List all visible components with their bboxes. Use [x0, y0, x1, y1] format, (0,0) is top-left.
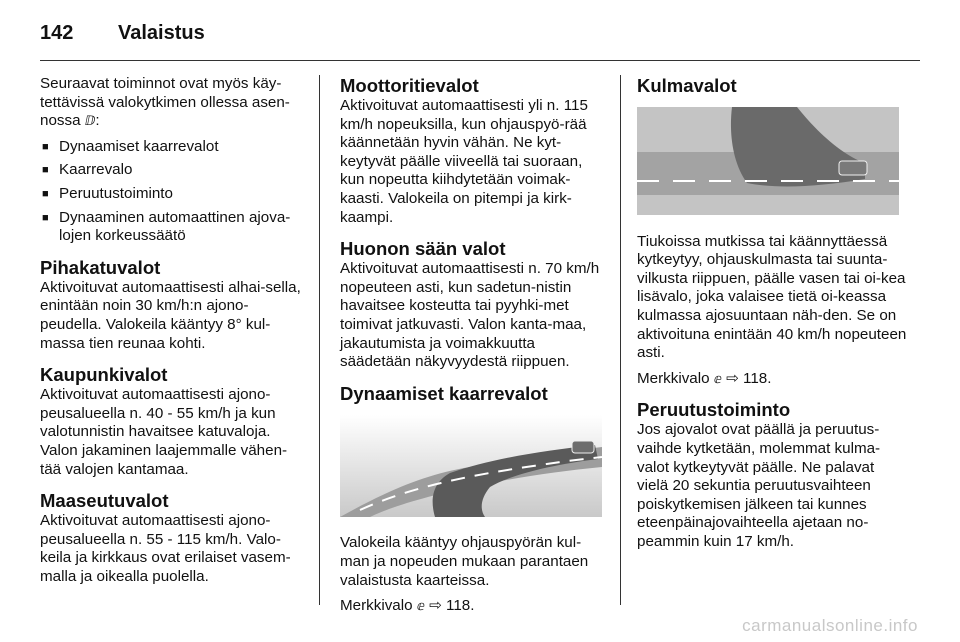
section-country [40, 490, 308, 586]
section-body: Aktivoituvat automaattisesti yli n. 115 km/h nopeuksilla, kun ohjauspyö-rää käännetään hyvin vähän. Ne kyt-keytyvät päälle viiveellä tai suoraan, kun nopeutta kiihdytetään voimak-kaasti. Valokeila on pitempi ja kirk-kaampi. [340, 97, 588, 226]
section-city [40, 364, 308, 479]
page-header [40, 18, 205, 48]
ref-text: Merkkivalo [340, 597, 413, 615]
watermark: carmanualsonline.info [742, 616, 918, 635]
section-body: Tiukoissa mutkissa tai käännyttäessä kytkeytyy, ohjauskulmasta tai suunta-vilkusta riippuen, päälle vasen tai oi-kea lisävalo, joka valaisee tietä oi-keassa kulmassa ajosuuntaan näh-den. Se on aktivoituna enintään 40 km/h nopeuteen asti. [637, 232, 907, 362]
column-1 [40, 75, 308, 593]
header-rule [40, 60, 920, 61]
section-title: Huonon sään valot [340, 238, 506, 260]
section-body: Aktivoituvat automaattisesti ajono-peusalueella n. 55 - 115 km/h. Valo-keila ja kirkkaus ovat erilaiset vasem-malla ja oikealla puolella. [40, 512, 291, 585]
section-body: Aktivoituvat automaattisesti n. 70 km/h nopeuteen asti, kun sadetun-nistin havaitsee kosteutta tai pyyhki-met toimivat jatkuvasti. Valon kanta-maa, jakautumista ja voimakkuutta säädetään näkyvyydestä riippuen. [340, 260, 600, 371]
indicator-lamp-icon: ⅇ [416, 598, 425, 614]
section-body: Jos ajovalot ovat päällä ja peruutus-vaihde kytketään, molemmat kulma-valot kytkeytyvät päälle. Ne palavat vielä 20 sekuntia peruutusvaihteen poiskytkemisen jälkeen tai kunnes eteenpäinajovaihteella ajetaan no-peammin kuin 17 km/h. [637, 421, 881, 550]
page-arrow-icon: ⇨ [726, 369, 739, 387]
section-title: Peruutustoiminto [637, 399, 791, 421]
column-divider-1 [319, 75, 320, 605]
section-bad-weather [340, 238, 608, 372]
light-switch-icon: ⅅ [84, 113, 96, 129]
page-title: Valaistus [118, 21, 205, 44]
section-body: Aktivoituvat automaattisesti alhai-sella, enintään noin 30 km/h:n ajono-peudella. Valokeila kääntyy 8° kul-massa tien reunaa kohti. [40, 278, 301, 352]
section-title: Maaseutuvalot [40, 490, 169, 512]
list-item: ■ Dynaaminen automaattinen ajova-lojen korkeussäätö [40, 209, 308, 246]
column-2 [340, 75, 608, 623]
page-arrow-icon: ⇨ [429, 597, 442, 615]
ref-text: Merkkivalo [637, 369, 710, 387]
indicator-lamp-icon: ⅇ [713, 370, 722, 386]
section-motorway [340, 75, 608, 227]
section-title: Dynaamiset kaarrevalot [340, 382, 548, 404]
curve-road-figure [340, 415, 602, 517]
list-item: ■ Dynaamiset kaarrevalot [40, 138, 308, 157]
section-cornering [637, 75, 907, 388]
page-number: 142 [40, 21, 74, 44]
section-reverse [637, 399, 907, 551]
section-title: Kulmavalot [637, 75, 737, 96]
intro-paragraph [40, 75, 308, 131]
dynamic-curve-illustration [340, 415, 608, 523]
section-residential [40, 257, 308, 353]
section-title: Kaupunkivalot [40, 364, 168, 386]
list-item: ■ Peruutustoiminto [40, 185, 308, 204]
intro-text: Seuraavat toiminnot ovat myös käy-tettävissä valokytkimen ollessa asen-nossa [40, 75, 290, 130]
section-dynamic-curve [340, 383, 608, 616]
column-divider-2 [620, 75, 621, 605]
ref-page: 118. [743, 369, 772, 387]
cross-reference [340, 597, 608, 616]
section-body: Aktivoituvat automaattisesti ajono-peusalueella n. 40 - 55 km/h ja kun valotunnistin havaitsee katuvaloja. Valon jakaminen laajemmalle vähen-tää valojen kantamaa. [40, 386, 288, 478]
car-icon [572, 441, 594, 453]
cross-reference [637, 370, 907, 389]
section-title: Moottoritievalot [340, 75, 479, 96]
feature-list [40, 138, 308, 246]
cornering-illustration [637, 107, 907, 221]
section-title: Pihakatuvalot [40, 256, 161, 278]
car-icon [839, 161, 867, 175]
ref-page: 118. [446, 597, 475, 615]
column-3 [637, 75, 907, 559]
cornering-road-figure [637, 107, 899, 215]
section-body: Valokeila kääntyy ohjauspyörän kul-man ja nopeuden mukaan parantaen valaistusta kaarteissa. [340, 534, 589, 589]
list-item: ■ Kaarrevalo [40, 161, 308, 180]
intro-colon: : [95, 112, 100, 130]
